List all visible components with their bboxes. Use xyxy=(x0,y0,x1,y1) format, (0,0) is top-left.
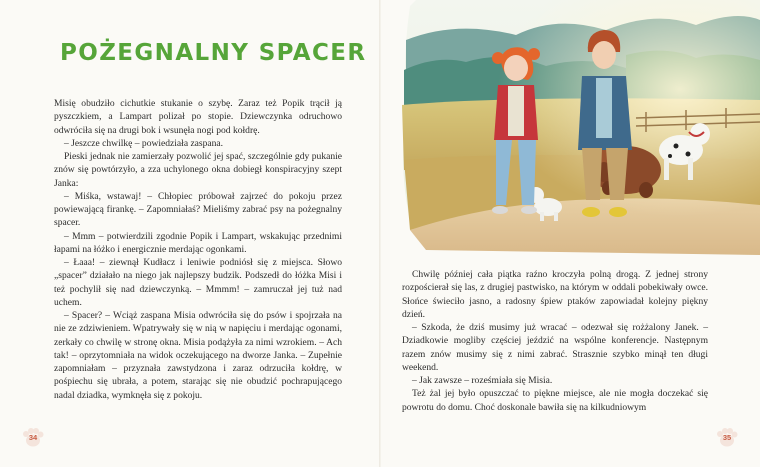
page-gutter xyxy=(379,0,381,467)
left-page-text xyxy=(54,97,342,402)
paragraph: – Mmm – potwierdzili zgodnie Popik i Lampart, wskakując przednimi łapami na łóżko i energicznie merdając ogonkami. xyxy=(54,230,342,255)
paragraph: – Jeszcze chwilkę – powiedziała zaspana. xyxy=(64,137,224,149)
paragraph: Misię obudziło cichutkie stukanie o szybę. Zaraz też Popik trącił ją pyszczkiem, a Lampart polizał po stopie. Dziewczynka odruchowo odwróciła się na drugi bok i wsunęła nogi pod kołdrę. xyxy=(54,98,342,136)
page-number-right-label: 35 xyxy=(722,433,732,442)
paragraph: Też żal jej było opuszczać to piękne miejsce, ale nie mogła doczekać się powrotu do domu. Choć doskonale bawiła się na kilkudniowym xyxy=(402,388,708,413)
paragraph: – Spacer? – Wciąż zaspana Misia odwróciła się do psów i spojrzała na nie ze zdziwieniem. Wpatrywały się w nią w napięciu i merdając ogonami, zerkały co chwilę w stronę okna. Misia podążyła za nimi wzrokiem. – Ach tak! – oprzytomniała na widok oczekującego na dworze Janka. – Zupełnie zapomniałam – przyznała zawstydzona i zaraz odrzuciła kołdrę, w pośpiechu się ubrała, a potem, starając się nie obudzić pochrapującego nadal dziadka, wymknęła się z pokoju. xyxy=(54,310,342,401)
chapter-title: POŻEGNALNY SPACER xyxy=(60,40,367,66)
right-page-text xyxy=(402,268,708,414)
page-number-right xyxy=(716,427,738,449)
paragraph: Chwilę później cała piątka raźno kroczyła polną drogą. Z jednej strony rozpościerał się las, z drugiej pastwisko, na którym w oddali pobekiwały owce. Słońce świeciło jasno, a radosny śpiew ptaków zapowiadał kolejny piękny dzień. xyxy=(402,269,708,320)
illustration-image xyxy=(396,0,760,255)
paragraph: Pieski jednak nie zamierzały pozwolić jej spać, szczególnie gdy pukanie znów się powtórzyło, a zza uchylonego okna dobiegł konspiracyjny szept Janka: xyxy=(54,151,342,189)
page-number-left xyxy=(22,427,44,449)
paragraph: – Szkoda, że dziś musimy już wracać – odezwał się rożżalony Janek. – Dziadkowie mogliby częściej jeździć na wspólne konferencje. Następnym razem znów musimy się z nimi zabrać. Strasznie szybko minął ten długi weekend. xyxy=(402,322,708,373)
paragraph: – Miśka, wstawaj! – Chłopiec próbował zajrzeć do pokoju przez powiewającą firankę. – Zapomniałaś? Mieliśmy zabrać psy na pożegnalny spacer. xyxy=(54,190,342,229)
paragraph: – Łaaa! – ziewnął Kudłacz i leniwie podniósł się z miejsca. Słowo „spacer” działało na niego jak najlepszy budzik. Podszedł do łóżka Misi i też pochylił się nad dziewczynką. – Mmmm! – zamruczał jej tuż nad uchem. xyxy=(54,257,342,308)
paragraph: – Jak zawsze – roześmiała się Misia. xyxy=(412,375,553,386)
page-number-left-label: 34 xyxy=(28,433,38,442)
